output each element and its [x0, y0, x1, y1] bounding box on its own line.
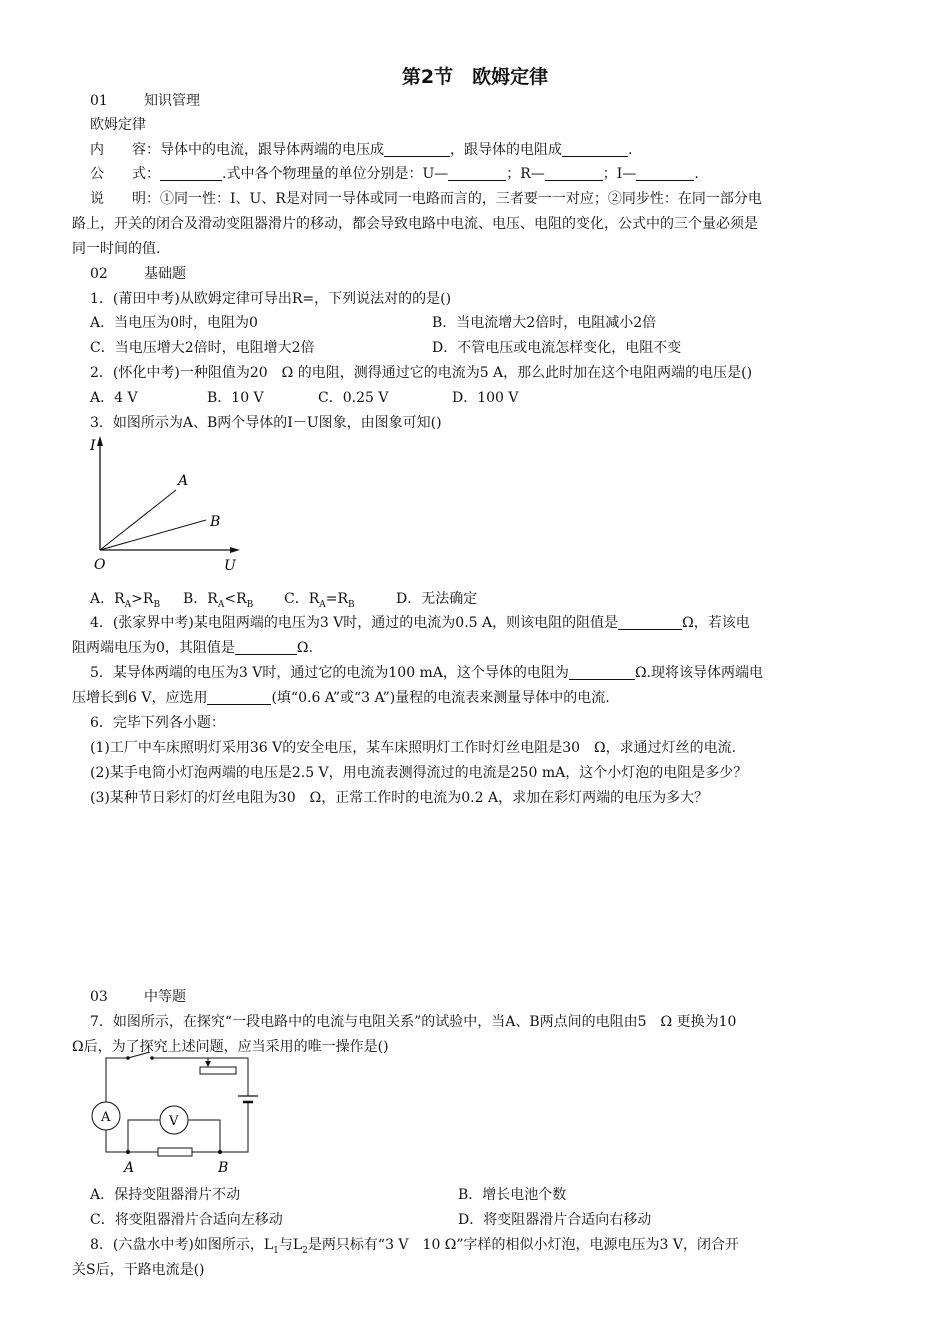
q7-line-2: Ω后，为了探究上述问题，应当采用的唯一操作是()	[72, 1039, 389, 1055]
q2-option-a[interactable]: A．4 V	[90, 390, 138, 406]
line-a	[100, 490, 176, 550]
q1-option-d[interactable]: D．不管电压或电流怎样变化，电阻不变	[432, 340, 682, 356]
q1-option-b[interactable]: B．当电流增大2倍时，电阻减小2倍	[432, 315, 657, 331]
q2-stem: 2．(怀化中考)一种阻值为20 Ω 的电阻，测得通过它的电流为5 A，那么此时加在这个电阻两端的电压是()	[90, 365, 753, 381]
q1-option-c[interactable]: C．当电压增大2倍时，电阻增大2倍	[90, 340, 315, 356]
q1-option-a[interactable]: A．当电压为0时，电阻为0	[90, 315, 258, 331]
q5-line-2: 压增长到6 V，应选用 (填“0.6 A”或“3 A”)量程的电流表来测量导体中的电流.	[72, 690, 610, 706]
q3-option-d[interactable]: D．无法确定	[396, 591, 478, 607]
line-b	[100, 520, 206, 550]
q7-option-c[interactable]: C．将变阻器滑片合适向左移动	[90, 1212, 283, 1228]
q4-line-2: 阻两端电压为0，其阻值是 Ω.	[72, 640, 313, 656]
point-b-label: B	[218, 1160, 229, 1176]
y-axis-label: I	[90, 438, 96, 454]
q3-option-b[interactable]: B．$R_A<R_B$	[183, 591, 254, 610]
note-line-2: 路上，开关的闭合及滑动变阻器滑片的移动，都会导致电路中电流、电压、电阻的变化，公式中的三个量必须是	[72, 216, 758, 232]
q7-option-d[interactable]: D．将变阻器滑片合适向右移动	[458, 1212, 652, 1228]
q8-line-2: 关S后，干路电流是()	[72, 1262, 205, 1278]
content-line: 内 容：导体中的电流，跟导体两端的电压成 ，跟导体的电阻成 .	[90, 142, 633, 158]
q6-part-3: (3)某种节日彩灯的灯丝电阻为30 Ω，正常工作时的电流为0.2 A，求加在彩灯两端的电压为多大？	[90, 790, 709, 806]
slider-arrow	[205, 1061, 211, 1067]
q1-stem: 1．(莆田中考)从欧姆定律可导出R=，下列说法对的的是()	[90, 291, 452, 307]
iu-graph	[88, 432, 248, 578]
switch-contact-left	[126, 1056, 130, 1060]
left-wire	[106, 1130, 128, 1152]
q3-option-c[interactable]: C．$R_A=R_B$	[284, 591, 355, 610]
q6-stem: 6．完毕下列各小题：	[90, 715, 225, 731]
q5-blank-2[interactable]	[207, 690, 271, 705]
q2-option-c[interactable]: C．0.25 V	[318, 390, 389, 406]
q7-line-1: 7．如图所示，在探究“一段电路中的电流与电阻关系”的试验中，当A、B两点间的电阻由5 Ω 更换为10	[90, 1014, 737, 1030]
ammeter-label: A	[101, 1110, 111, 1125]
blank-formula[interactable]	[160, 166, 222, 181]
voltmeter-label: V	[169, 1114, 179, 1129]
x-axis-label: U	[224, 558, 236, 574]
node-a	[126, 1150, 130, 1154]
q5-blank-1[interactable]	[569, 665, 635, 680]
rheostat	[200, 1067, 236, 1074]
line-b-label: B	[210, 514, 221, 530]
blank-2[interactable]	[562, 142, 628, 157]
resistor-ab	[158, 1148, 192, 1156]
x-axis-arrow	[230, 547, 240, 553]
section-number: 01	[90, 93, 108, 109]
note-line-1: 说 明：①同一性：I、U、R是对同一导体或同一电路而言的，三者要一一对应；②同步性：在同一部分电	[90, 191, 762, 207]
section-01-heading	[90, 92, 200, 110]
y-axis-arrow	[97, 436, 103, 446]
q7-option-b[interactable]: B．增长电池个数	[458, 1187, 567, 1203]
top-wire-left	[106, 1058, 128, 1102]
top-wire-right	[152, 1058, 248, 1096]
q2-option-d[interactable]: D．100 V	[452, 390, 519, 406]
q6-part-2: (2)某手电筒小灯泡两端的电压是2.5 V，用电流表测得流过的电流是250 mA，这个小灯泡的电阻是多少？	[90, 765, 748, 781]
blank-1[interactable]	[384, 142, 450, 157]
q3-stem: 3．如图所示为A、B两个导体的I－U图象，由图象可知()	[90, 415, 442, 431]
section-name: 知识管理	[144, 93, 200, 109]
point-a-label: A	[124, 1160, 135, 1176]
switch-blade	[128, 1052, 150, 1058]
q4-line-1: 4．(张家界中考)某电阻两端的电压为3 V时，通过的电流为0.5 A，则该电阻的阻值是 Ω，若该电	[90, 615, 750, 631]
voltmeter-wire-right	[188, 1120, 220, 1152]
circuit-diagram	[88, 1052, 268, 1178]
blank-r[interactable]	[545, 166, 603, 181]
law-heading: 欧姆定律	[90, 117, 146, 133]
q4-blank-2[interactable]	[235, 640, 297, 655]
note-line-3: 同一时间的值.	[72, 241, 161, 257]
q7-option-a[interactable]: A．保持变阻器滑片不动	[90, 1187, 241, 1203]
q3-option-a[interactable]: A．$R_A>R_B$	[90, 591, 161, 610]
node-b	[218, 1150, 222, 1154]
q2-option-b[interactable]: B．10 V	[207, 390, 264, 406]
q8-line-1: 8．(六盘水中考)如图所示，$L_1$与$L_2$是两只标有“3 V 10 Ω”字样的相似小灯泡，电源电压为3 V，闭合开	[90, 1237, 740, 1256]
q4-blank-1[interactable]	[618, 615, 682, 630]
voltmeter-wire	[128, 1120, 160, 1152]
blank-i[interactable]	[636, 166, 694, 181]
blank-u[interactable]	[448, 166, 506, 181]
q6-part-1: (1)工厂中车床照明灯采用36 V的安全电压，某车床照明灯工作时灯丝电阻是30 Ω，求通过灯丝的电流.	[90, 740, 737, 756]
formula-line: 公 式： .式中各个物理量的单位分别是：U— ；R— ；I— .	[90, 166, 699, 182]
section-02-heading: 02 基础题	[90, 266, 186, 282]
section-03-heading: 03 中等题	[90, 989, 186, 1005]
page-title: 第2节 欧姆定律	[401, 66, 549, 88]
line-a-label: A	[178, 473, 189, 489]
origin-label: O	[94, 557, 106, 573]
q5-line-1: 5．某导体两端的电压为3 V时，通过它的电流为100 mA，这个导体的电阻为 Ω.现将该导体两端电	[90, 665, 763, 681]
right-wire	[128, 1102, 248, 1152]
